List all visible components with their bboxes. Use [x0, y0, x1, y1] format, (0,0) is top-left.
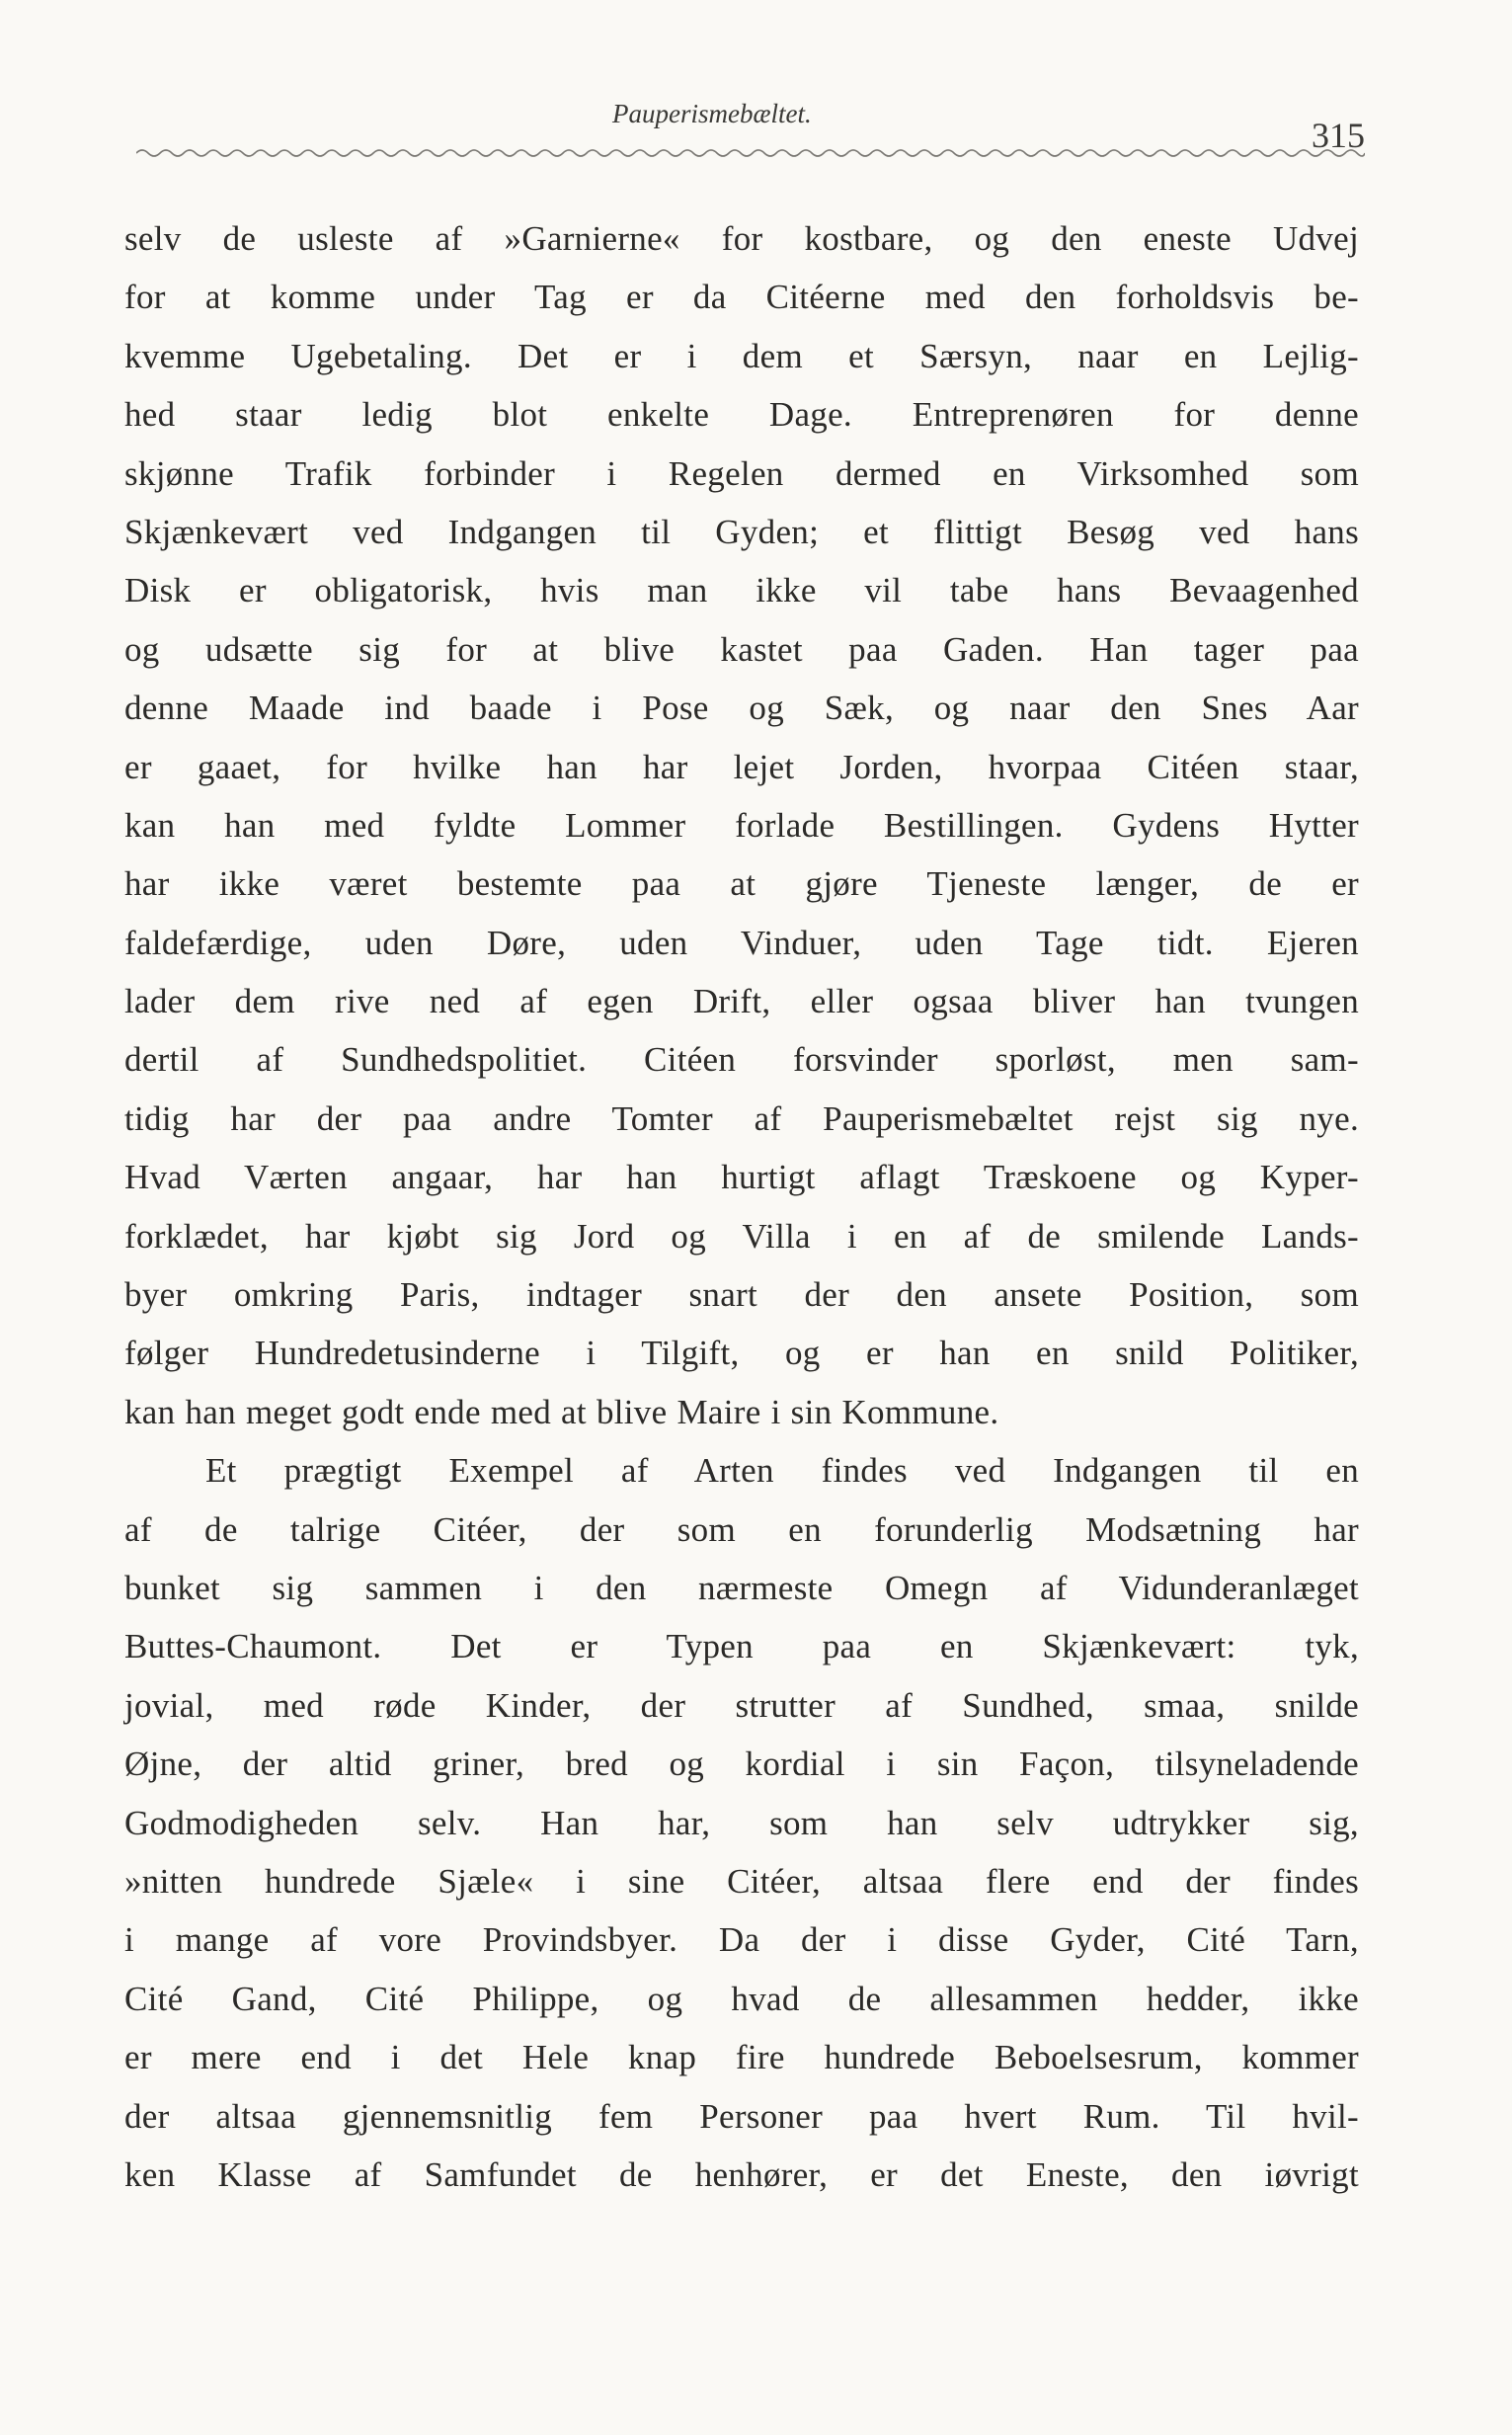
text-line: »nitten hundrede Sjæle« i sine Citéer, altsaa flere end der findes: [124, 1861, 1359, 1901]
text-line-paragraph-end: kan han meget godt ende med at blive Maire i sin Kommune.: [124, 1392, 999, 1431]
text-line-paragraph-start: Et prægtigt Exempel af Arten findes ved Indgangen til en: [205, 1451, 1359, 1491]
text-line: Cité Gand, Cité Philippe, og hvad de allesammen hedder, ikke: [124, 1979, 1359, 2018]
text-line: Øjne, der altid griner, bred og kordial i sin Façon, tilsyneladende: [124, 1745, 1359, 1784]
wavy-rule-ornament: [136, 146, 1365, 160]
text-line: Hvad Værten angaar, har han hurtigt aflagt Træskoene og Kyper-: [124, 1158, 1359, 1197]
text-line: kan han med fyldte Lommer forlade Bestillingen. Gydens Hytter: [124, 805, 1359, 845]
text-line: denne Maade ind baade i Pose og Sæk, og naar den Snes Aar: [124, 689, 1359, 728]
text-line: byer omkring Paris, indtager snart der den ansete Position, som: [124, 1275, 1359, 1315]
text-line: selv de usleste af »Garnierne« for kostbare, og den eneste Udvej: [124, 219, 1359, 258]
page-number: 315: [1312, 116, 1365, 155]
text-line: tidig har der paa andre Tomter af Pauperismebæltet rejst sig nye.: [124, 1098, 1359, 1138]
text-line: i mange af vore Provindsbyer. Da der i disse Gyder, Cité Tarn,: [124, 1920, 1359, 1960]
text-line: følger Hundredetusinderne i Tilgift, og er han en snild Politiker,: [124, 1334, 1359, 1373]
text-line: for at komme under Tag er da Citéerne med den forholdsvis be-: [124, 278, 1359, 317]
text-line: der altsaa gjennemsnitlig fem Personer paa hvert Rum. Til hvil-: [124, 2096, 1359, 2136]
running-head: [128, 99, 1365, 178]
text-line: jovial, med røde Kinder, der strutter af Sundhed, smaa, snilde: [124, 1685, 1359, 1725]
text-line: Skjænkevært ved Indgangen til Gyden; et flittigt Besøg ved hans: [124, 512, 1359, 551]
text-line: er mere end i det Hele knap fire hundrede Beboelsesrum, kommer: [124, 2038, 1359, 2077]
text-line: Disk er obligatorisk, hvis man ikke vil tabe hans Bevaagenhed: [124, 571, 1359, 610]
text-line: dertil af Sundhedspolitiet. Citéen forsvinder sporløst, men sam-: [124, 1040, 1359, 1080]
text-line: er gaaet, for hvilke han har lejet Jorden, hvorpaa Citéen staar,: [124, 747, 1359, 786]
running-title: Pauperismebæltet.: [612, 99, 812, 128]
text-line: forklædet, har kjøbt sig Jord og Villa i en af de smilende Lands-: [124, 1216, 1359, 1256]
body-text: [124, 209, 1359, 2204]
text-line: faldefærdige, uden Døre, uden Vinduer, uden Tage tidt. Ejeren: [124, 923, 1359, 962]
text-line: Godmodigheden selv. Han har, som han selv udtrykker sig,: [124, 1803, 1359, 1842]
text-line: skjønne Trafik forbinder i Regelen dermed en Virksomhed som: [124, 453, 1359, 493]
text-line: og udsætte sig for at blive kastet paa Gaden. Han tager paa: [124, 629, 1359, 669]
text-line: ken Klasse af Samfundet de henhører, er det Eneste, den iøvrigt: [124, 2154, 1359, 2194]
text-line: af de talrige Citéer, der som en forunderlig Modsætning har: [124, 1509, 1359, 1549]
text-line: bunket sig sammen i den nærmeste Omegn af Vidunderanlæget: [124, 1568, 1359, 1607]
text-line: Buttes-Chaumont. Det er Typen paa en Skjænkevært: tyk,: [124, 1627, 1359, 1666]
text-line: lader dem rive ned af egen Drift, eller ogsaa bliver han tvungen: [124, 982, 1359, 1021]
text-line: har ikke været bestemte paa at gjøre Tjeneste længer, de er: [124, 864, 1359, 904]
text-line: hed staar ledig blot enkelte Dage. Entreprenøren for denne: [124, 395, 1359, 435]
text-line: kvemme Ugebetaling. Det er i dem et Særsyn, naar en Lejlig-: [124, 336, 1359, 375]
